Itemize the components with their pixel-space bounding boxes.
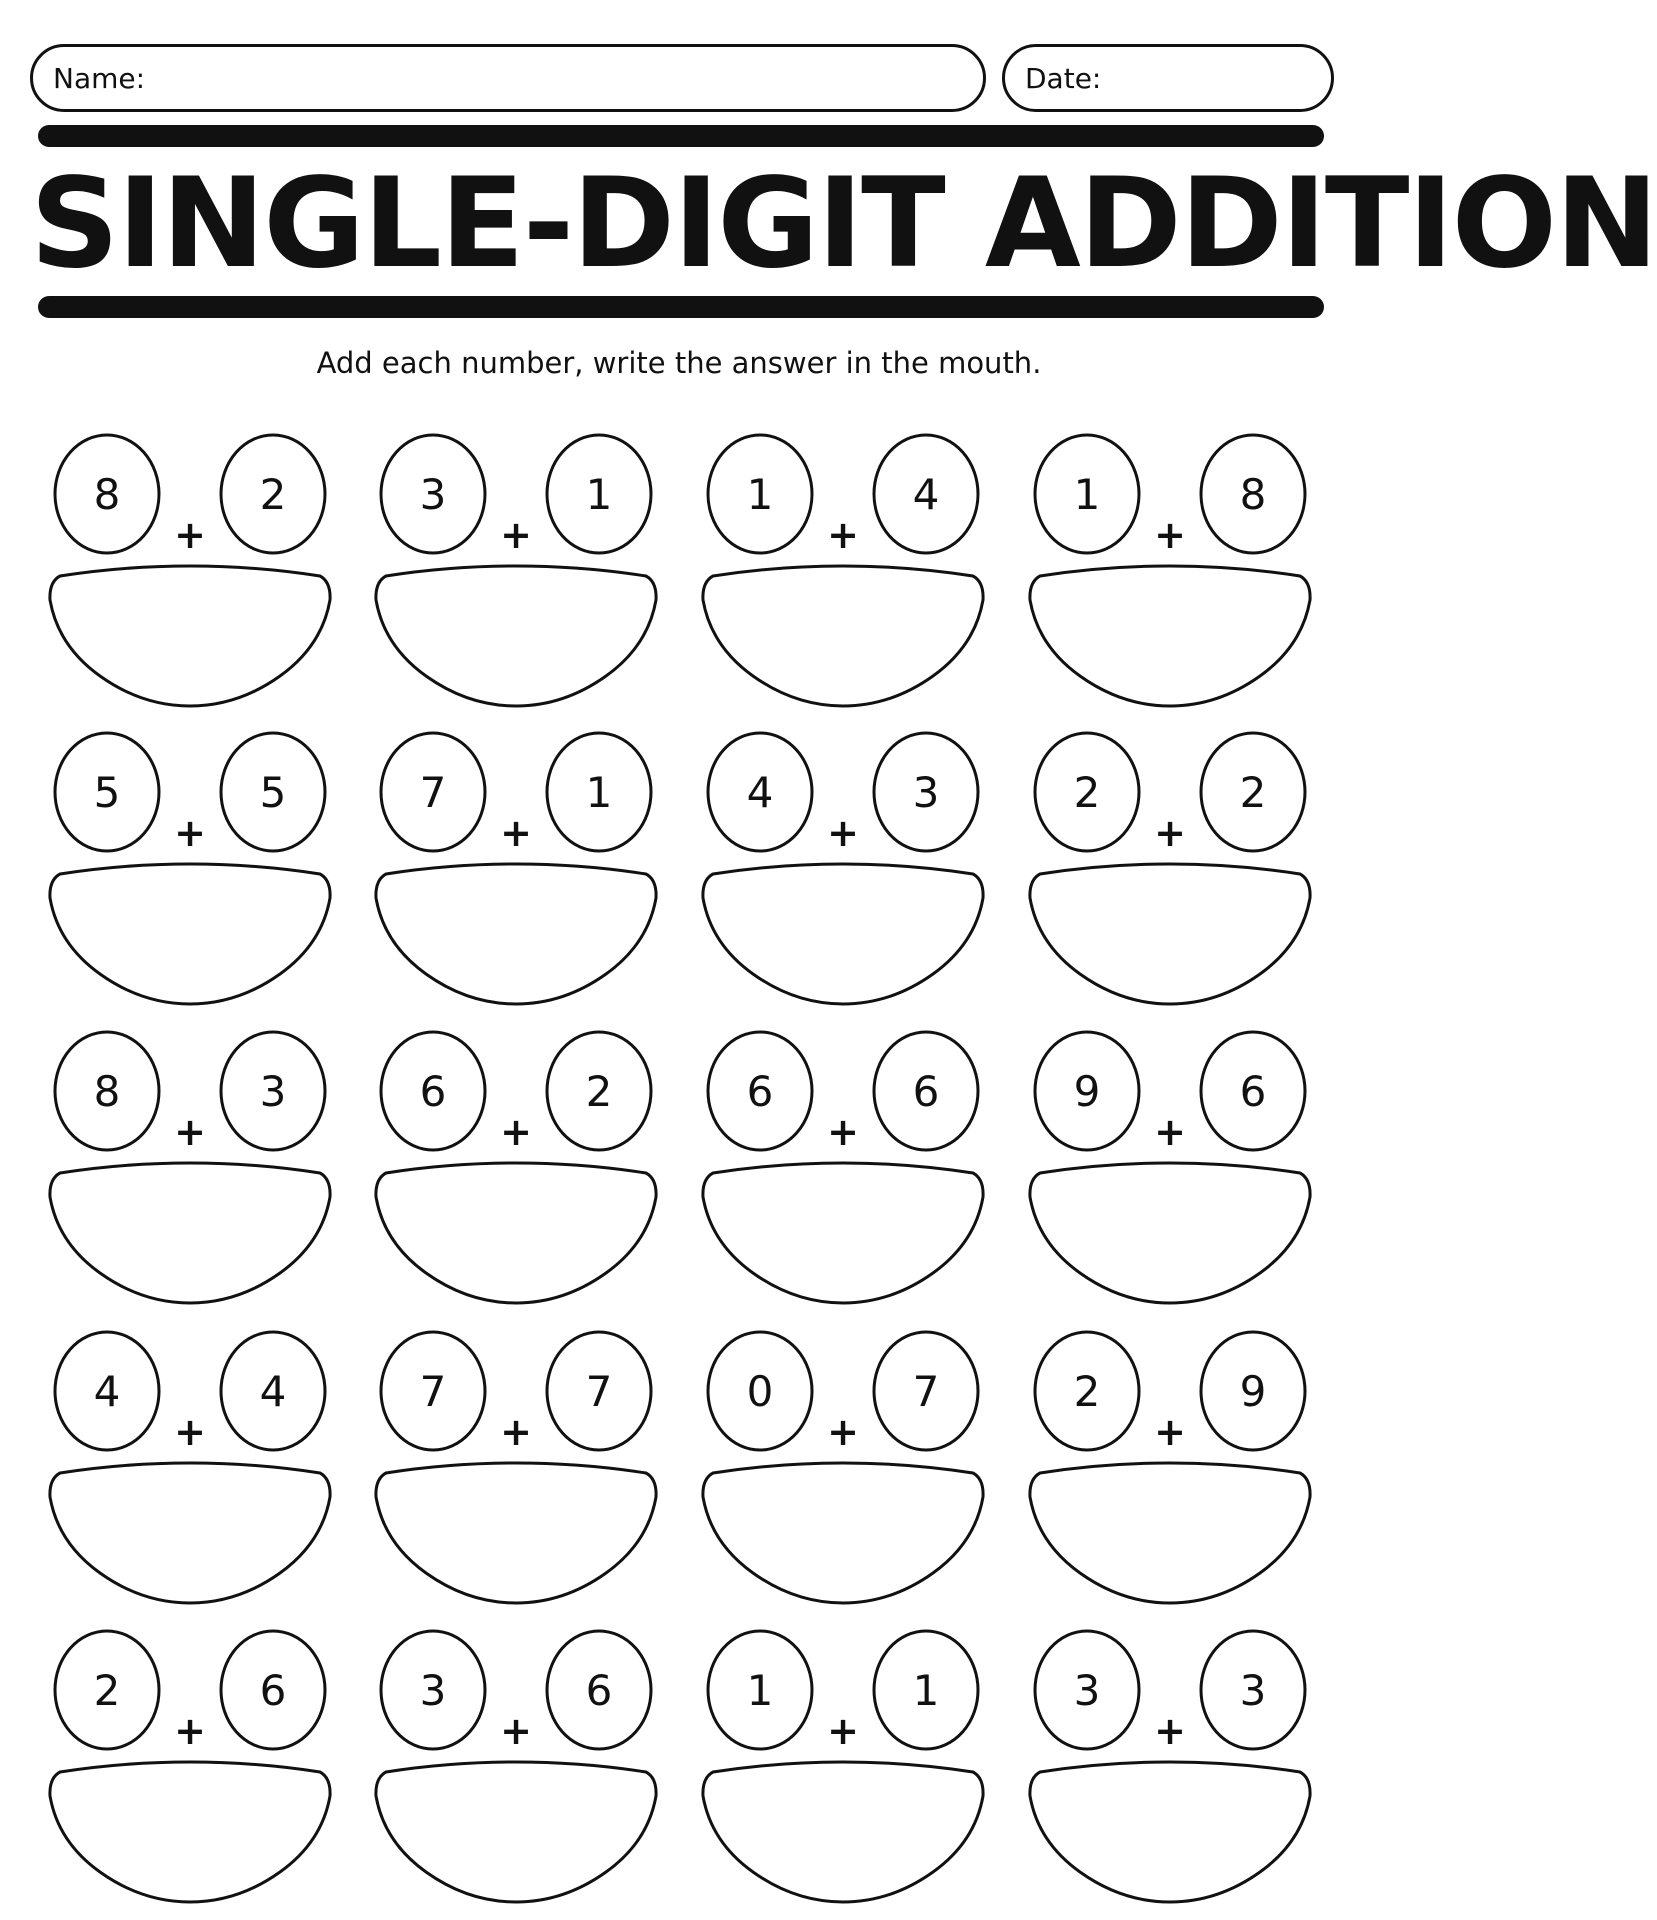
answer-mouth[interactable] <box>376 566 656 706</box>
addend-a: 6 <box>419 1067 447 1116</box>
addend-b: 7 <box>585 1367 613 1416</box>
plus-sign: + <box>1154 811 1186 855</box>
addend-a: 3 <box>419 470 447 519</box>
problem-7 <box>703 733 983 1004</box>
answer-mouth[interactable] <box>376 1762 656 1902</box>
plus-sign: + <box>500 811 532 855</box>
addend-a: 0 <box>746 1367 774 1416</box>
addend-a: 4 <box>93 1367 121 1416</box>
addend-b: 6 <box>259 1666 287 1715</box>
plus-sign: + <box>174 1110 206 1154</box>
addend-b: 6 <box>585 1666 613 1715</box>
addend-a: 8 <box>93 1067 121 1116</box>
answer-mouth[interactable] <box>703 864 983 1004</box>
problem-6 <box>376 733 656 1004</box>
instructions: Add each number, write the answer in the mouth. <box>316 346 1042 380</box>
problem-4 <box>1030 435 1310 706</box>
problem-19 <box>703 1631 983 1902</box>
problem-5 <box>50 733 330 1004</box>
plus-sign: + <box>827 1410 859 1454</box>
problem-15 <box>703 1332 983 1603</box>
addend-b: 6 <box>1239 1067 1267 1116</box>
problem-18 <box>376 1631 656 1902</box>
answer-mouth[interactable] <box>1030 1762 1310 1902</box>
plus-sign: + <box>500 1410 532 1454</box>
addend-a: 1 <box>1073 470 1101 519</box>
answer-mouth[interactable] <box>50 864 330 1004</box>
answer-mouth[interactable] <box>703 1762 983 1902</box>
plus-sign: + <box>500 1709 532 1753</box>
addend-b: 8 <box>1239 470 1267 519</box>
date-label: Date: <box>1025 61 1102 95</box>
plus-sign: + <box>827 513 859 557</box>
plus-sign: + <box>174 1410 206 1454</box>
addend-b: 4 <box>259 1367 287 1416</box>
addend-a: 5 <box>93 768 121 817</box>
plus-sign: + <box>174 1709 206 1753</box>
plus-sign: + <box>1154 513 1186 557</box>
addend-a: 8 <box>93 470 121 519</box>
addend-a: 2 <box>1073 768 1101 817</box>
addend-a: 3 <box>419 1666 447 1715</box>
problem-9 <box>50 1032 330 1303</box>
plus-sign: + <box>174 513 206 557</box>
problem-11 <box>703 1032 983 1303</box>
addend-a: 4 <box>746 768 774 817</box>
answer-mouth[interactable] <box>50 566 330 706</box>
plus-sign: + <box>827 1709 859 1753</box>
addend-a: 3 <box>1073 1666 1101 1715</box>
addend-b: 9 <box>1239 1367 1267 1416</box>
problem-14 <box>376 1332 656 1603</box>
answer-mouth[interactable] <box>703 1163 983 1303</box>
answer-mouth[interactable] <box>376 1163 656 1303</box>
plus-sign: + <box>1154 1410 1186 1454</box>
plus-sign: + <box>500 1110 532 1154</box>
answer-mouth[interactable] <box>50 1762 330 1902</box>
addend-b: 1 <box>585 470 613 519</box>
problem-3 <box>703 435 983 706</box>
problem-8 <box>1030 733 1310 1004</box>
answer-mouth[interactable] <box>1030 1163 1310 1303</box>
answer-mouth[interactable] <box>376 1463 656 1603</box>
plus-sign: + <box>1154 1110 1186 1154</box>
addend-b: 4 <box>912 470 940 519</box>
problem-13 <box>50 1332 330 1603</box>
addend-b: 2 <box>259 470 287 519</box>
problem-20 <box>1030 1631 1310 1902</box>
page-title: SINGLE-DIGIT ADDITION <box>30 152 1657 296</box>
plus-sign: + <box>827 1110 859 1154</box>
addend-b: 7 <box>912 1367 940 1416</box>
problem-10 <box>376 1032 656 1303</box>
problem-16 <box>1030 1332 1310 1603</box>
answer-mouth[interactable] <box>1030 864 1310 1004</box>
addend-a: 2 <box>93 1666 121 1715</box>
problem-2 <box>376 435 656 706</box>
addend-b: 3 <box>259 1067 287 1116</box>
addend-a: 6 <box>746 1067 774 1116</box>
addend-b: 2 <box>585 1067 613 1116</box>
plus-sign: + <box>1154 1709 1186 1753</box>
answer-mouth[interactable] <box>1030 1463 1310 1603</box>
answer-mouth[interactable] <box>1030 566 1310 706</box>
addend-a: 1 <box>746 470 774 519</box>
answer-mouth[interactable] <box>376 864 656 1004</box>
answer-mouth[interactable] <box>50 1163 330 1303</box>
plus-sign: + <box>174 811 206 855</box>
name-label: Name: <box>53 61 146 95</box>
addend-b: 3 <box>1239 1666 1267 1715</box>
plus-sign: + <box>500 513 532 557</box>
addend-b: 1 <box>912 1666 940 1715</box>
problem-1 <box>50 435 330 706</box>
problem-12 <box>1030 1032 1310 1303</box>
addend-b: 6 <box>912 1067 940 1116</box>
answer-mouth[interactable] <box>50 1463 330 1603</box>
addend-a: 7 <box>419 1367 447 1416</box>
answer-mouth[interactable] <box>703 1463 983 1603</box>
addend-a: 7 <box>419 768 447 817</box>
addend-b: 5 <box>259 768 287 817</box>
addend-a: 2 <box>1073 1367 1101 1416</box>
addend-b: 1 <box>585 768 613 817</box>
addend-a: 1 <box>746 1666 774 1715</box>
problem-17 <box>50 1631 330 1902</box>
addend-b: 3 <box>912 768 940 817</box>
plus-sign: + <box>827 811 859 855</box>
addend-b: 2 <box>1239 768 1267 817</box>
addend-a: 9 <box>1073 1067 1101 1116</box>
answer-mouth[interactable] <box>703 566 983 706</box>
